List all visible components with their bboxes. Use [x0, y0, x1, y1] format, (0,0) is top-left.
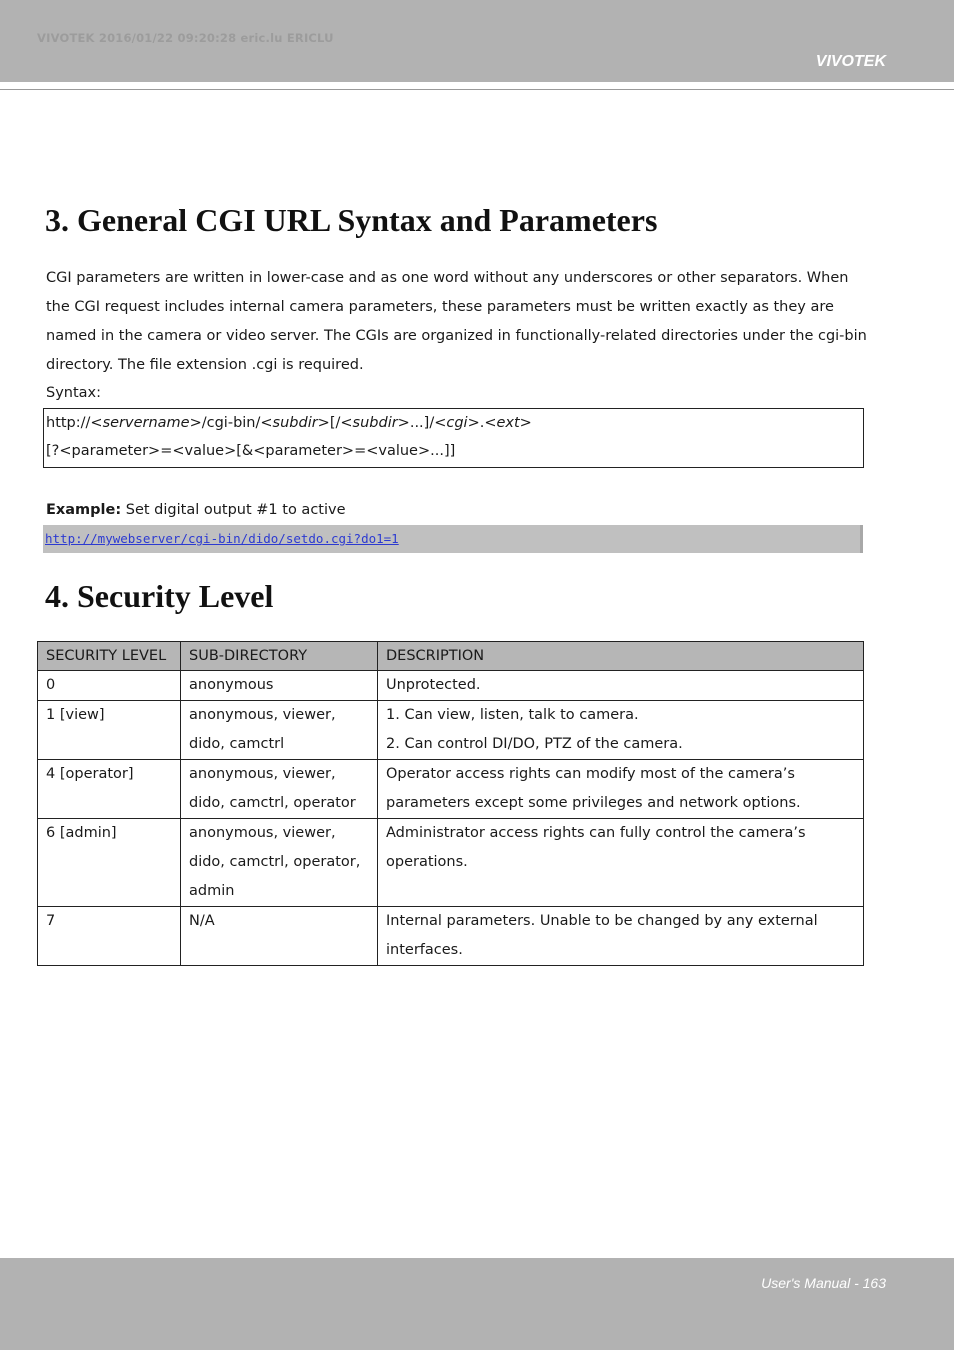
syntax-label: Syntax: [46, 385, 102, 401]
cell-subdir: anonymous, viewer, dido, camctrl [181, 701, 378, 760]
cell-subdir: anonymous, viewer, dido, camctrl, operator, admin [181, 819, 378, 907]
cell-description: Operator access rights can modify most of the camera’s parameters except some privileges and network options. [378, 760, 864, 819]
intro-paragraph: CGI parameters are written in lower-case and as one word without any underscores or other separators. When the CGI request includes internal camera parameters, these parameters must be written exactly as they are named in the camera or video server. The CGIs are organized in functionally-related directories under the cgi-bin directory. The file extension .cgi is required. [46, 270, 867, 373]
cell-description [378, 701, 864, 760]
page-header [0, 0, 954, 82]
cell-level: 1 [view] [38, 701, 181, 760]
description-line: 2. Can control DI/DO, PTZ of the camera. [386, 736, 683, 752]
cell-level: 6 [admin] [38, 819, 181, 907]
example-line [46, 496, 868, 525]
table-header-row [38, 642, 864, 671]
page-footer [0, 1258, 954, 1350]
cell-description: Unprotected. [378, 671, 864, 701]
brand-name: VIVOTEK [815, 53, 886, 70]
cell-description: Administrator access rights can fully control the camera’s operations. [378, 819, 864, 907]
description-line: 1. Can view, listen, talk to camera. [386, 707, 639, 723]
table-row [38, 819, 864, 907]
table-row [38, 907, 864, 966]
header-description: DESCRIPTION [378, 642, 864, 671]
example-code-bar [43, 525, 863, 553]
table-row [38, 701, 864, 760]
cell-subdir: anonymous, viewer, dido, camctrl, operator [181, 760, 378, 819]
section-3-title: 3. General CGI URL Syntax and Parameters [45, 202, 658, 238]
print-stamp: VIVOTEK 2016/01/22 09:20:28 eric.lu ERICLU [37, 31, 334, 45]
cell-description: Internal parameters. Unable to be changed by any external interfaces. [378, 907, 864, 966]
security-level-table [37, 641, 864, 966]
cell-level: 7 [38, 907, 181, 966]
header-sub-directory: SUB-DIRECTORY [181, 642, 378, 671]
example-url-link[interactable]: http://mywebserver/cgi-bin/dido/setdo.cgi?do1=1 [45, 531, 399, 546]
example-text: Set digital output #1 to active [121, 502, 346, 518]
table-row [38, 671, 864, 701]
syntax-box [43, 408, 864, 468]
page-number: User's Manual - 163 [761, 1275, 886, 1291]
cell-subdir: N/A [181, 907, 378, 966]
cell-subdir: anonymous [181, 671, 378, 701]
section-4-title: 4. Security Level [45, 578, 274, 614]
table-row [38, 760, 864, 819]
syntax-line-1: http://<servername>/cgi-bin/<subdir>[/<subdir>...]/<cgi>.<ext> [46, 415, 532, 431]
cell-level: 0 [38, 671, 181, 701]
header-divider [0, 89, 954, 90]
cell-level: 4 [operator] [38, 760, 181, 819]
syntax-line-2: [?<parameter>=<value>[&<parameter>=<value>...]] [46, 443, 456, 459]
example-label: Example: [46, 502, 122, 518]
header-security-level: SECURITY LEVEL [38, 642, 181, 671]
